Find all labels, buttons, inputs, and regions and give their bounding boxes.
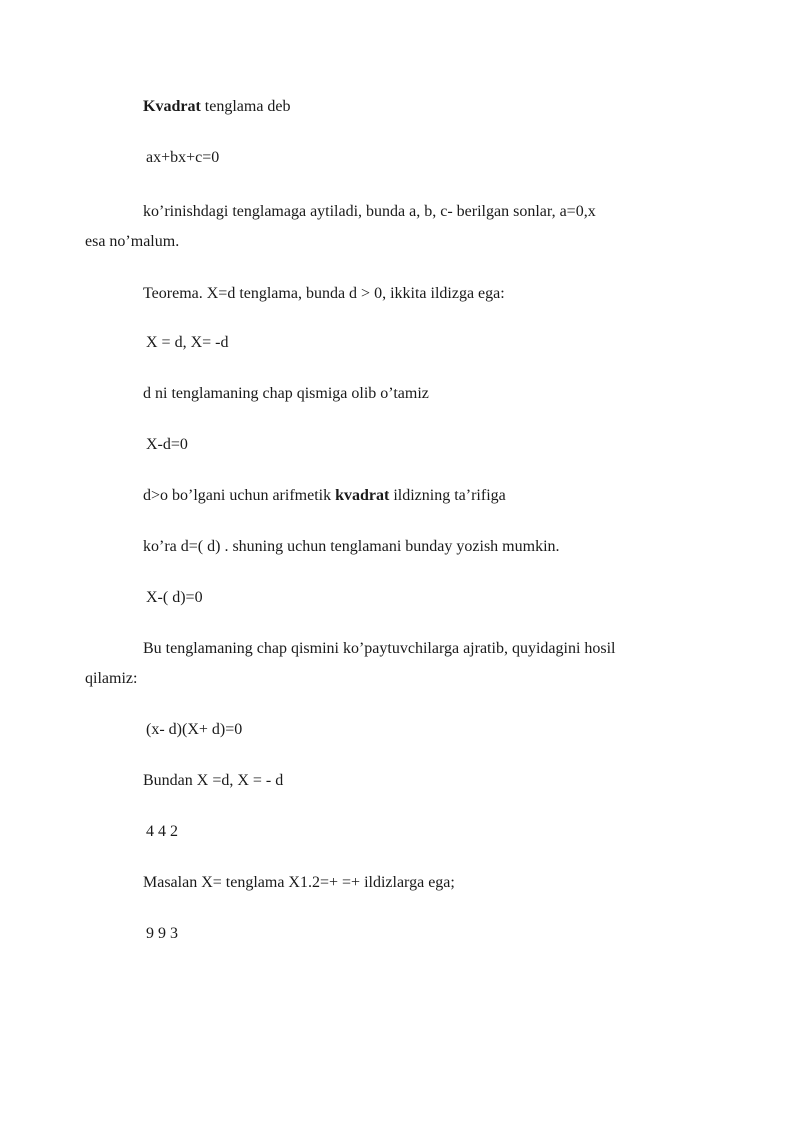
- paragraph-text: d ni tenglamaning chap qismiga olib o’tamiz: [143, 385, 429, 402]
- paragraph-text: Bundan X =d, X = - d: [143, 772, 284, 789]
- paragraph-definition: Kvadrat tenglama deb: [143, 98, 291, 115]
- example-text: Masalan X= tenglama X1.2=+ =+ ildizlarga ega;: [143, 874, 455, 891]
- paragraph-text: d>o bo’lgani uchun arifmetik kvadrat ildizning ta’rifiga: [143, 487, 506, 504]
- bold-term: Kvadrat: [143, 98, 201, 115]
- equation-roots: X = d, X= -d: [146, 334, 229, 351]
- equation-general: ax+bx+c=0: [146, 149, 220, 166]
- equation: X-( d)=0: [146, 589, 203, 606]
- equation: X-d=0: [146, 436, 188, 453]
- paragraph-text-continued: qilamiz:: [85, 670, 138, 687]
- numeric-line: 9 9 3: [146, 925, 178, 942]
- bold-term: kvadrat: [335, 487, 390, 504]
- theorem-statement: Teorema. X=d tenglama, bunda d > 0, ikkita ildizga ega:: [143, 285, 505, 302]
- equation-factored: (x- d)(X+ d)=0: [146, 721, 243, 738]
- paragraph-text: ko’ra d=( d) . shuning uchun tenglamani bunday yozish mumkin.: [143, 538, 560, 555]
- paragraph-text: ko’rinishdagi tenglamaga aytiladi, bunda a, b, c- berilgan sonlar, a=0,x: [143, 203, 596, 220]
- paragraph-text-continued: esa no’malum.: [85, 233, 180, 250]
- paragraph-text: Bu tenglamaning chap qismini ko’paytuvchilarga ajratib, quyidagini hosil: [143, 640, 616, 657]
- numeric-line: 4 4 2: [146, 823, 178, 840]
